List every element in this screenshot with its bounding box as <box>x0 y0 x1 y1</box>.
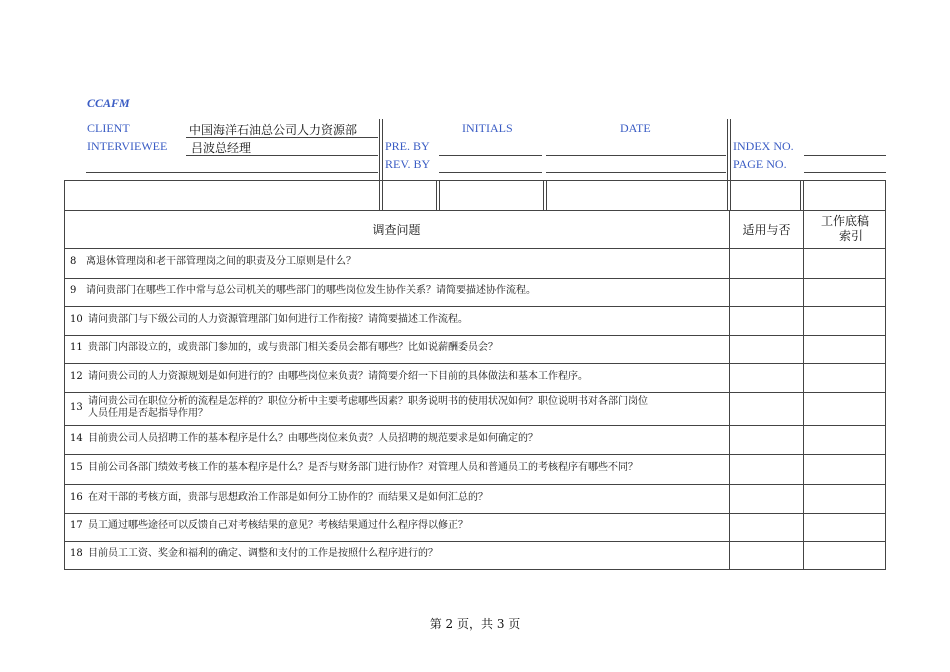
row-question-line: 离退休管理岗和老干部管理岗之间的职责及分工原则是什么？ <box>86 256 356 267</box>
row-question <box>88 548 438 560</box>
row-number: 10 <box>70 313 83 325</box>
row-number: 17 <box>70 520 83 531</box>
index-no-line <box>804 155 886 156</box>
header-divider-1b <box>382 119 383 180</box>
row-number: 16 <box>70 491 83 503</box>
row-question-line: 目前员工工资、奖金和福利的确定、调整和支付的工作是按照什么程序进行的？ <box>88 548 438 559</box>
col-header-question: 调查问题 <box>372 223 421 237</box>
row-question <box>86 256 356 268</box>
row-question-line: 请问贵部门与下级公司的人力资源管理部门如何进行工作衔接？请简要描述工作流程。 <box>88 313 468 325</box>
col-header-index <box>804 214 886 244</box>
table-row <box>64 335 886 363</box>
row-question <box>88 342 498 354</box>
col-header-index-line2: 索引 <box>838 229 863 243</box>
logo: CCAFM <box>87 96 130 110</box>
blank-row-divider <box>800 180 801 210</box>
table-row <box>64 392 886 425</box>
interviewee-label: INTERVIEWEE <box>87 139 168 153</box>
row-question <box>88 492 488 504</box>
row-question-line: 贵部门内部设立的，或贵部门参加的，或与贵部门相关委员会都有哪些？比如说薪酬委员会？ <box>88 342 498 353</box>
row-number: 11 <box>70 342 83 353</box>
page-no-label: PAGE NO. <box>733 157 787 171</box>
page-footer: 第 2 页，共 3 页 <box>429 617 521 631</box>
row-question <box>88 520 468 532</box>
row-question <box>86 285 536 297</box>
row-question-line: 员工通过哪些途径可以反馈自己对考核结果的意见？考核结果通过什么程序得以修正？ <box>88 520 468 531</box>
blank-row-divider <box>543 180 544 210</box>
row-number: 8 <box>70 256 77 267</box>
pre-by-date-line <box>546 155 726 156</box>
initials-label: INITIALS <box>462 121 513 135</box>
header-divider-1a <box>379 119 380 180</box>
row-question <box>88 462 638 474</box>
table-row <box>64 248 886 278</box>
blank-row-divider <box>730 180 731 210</box>
header-divider-2b <box>730 119 731 180</box>
table-row <box>64 278 886 306</box>
rev-by-initials-line <box>439 172 542 173</box>
table-row <box>64 363 886 392</box>
col-header-applicable: 适用与否 <box>742 223 791 237</box>
table-row <box>64 541 886 569</box>
row-number: 14 <box>70 432 83 444</box>
client-label: CLIENT <box>87 121 130 135</box>
rev-by-date-line <box>546 172 726 173</box>
row-question <box>88 396 648 420</box>
row-number: 18 <box>70 548 83 559</box>
table-row <box>64 425 886 454</box>
row-question <box>88 433 538 445</box>
client-value: 中国海洋石油总公司人力资源部 <box>189 123 358 137</box>
blank-row-divider <box>803 180 804 210</box>
blank-row-divider <box>436 180 437 210</box>
row-question-line: 目前贵公司人员招聘工作的基本程序是什么？由哪些岗位来负责？人员招聘的规范要求是如何确定的？ <box>88 432 538 444</box>
table-row <box>64 513 886 541</box>
blank-row-divider <box>546 180 547 210</box>
question-table <box>64 180 886 570</box>
blank-row-bottom <box>64 210 886 211</box>
date-label: DATE <box>620 121 651 135</box>
table-row <box>64 306 886 335</box>
blank-row-divider <box>439 180 440 210</box>
row-number: 9 <box>70 285 77 296</box>
row-number: 15 <box>70 462 83 473</box>
blank-row-divider <box>382 180 383 210</box>
interviewee-value: 吕波总经理 <box>191 141 252 155</box>
header-bottom-line-left <box>86 172 378 173</box>
row-question-line: 请问贵部门在哪些工作中常与总公司机关的哪些部门的哪些岗位发生协作关系？请简要描述协作流程。 <box>86 285 536 296</box>
row-question-line: 人员任用是否起指导作用？ <box>88 407 208 419</box>
page-no-line <box>804 172 886 173</box>
row-question <box>88 314 468 326</box>
rev-by-label: REV. BY <box>385 157 431 171</box>
interviewee-underline <box>186 155 378 156</box>
pre-by-initials-line <box>439 155 542 156</box>
row-question-line: 请问贵公司的人力资源规划是如何进行的？由哪些岗位来负责？请简要介绍一下目前的具体做法和基本工作程序。 <box>88 370 588 382</box>
row-divider <box>64 569 886 570</box>
row-question-line: 目前公司各部门绩效考核工作的基本程序是什么？是否与财务部门进行协作？对管理人员和普通员工的考核程序有哪些不同？ <box>88 462 638 473</box>
row-question <box>88 371 588 383</box>
table-row <box>64 484 886 513</box>
row-number: 13 <box>70 401 83 413</box>
row-question-line: 在对干部的考核方面，贵部与思想政治工作部是如何分工协作的？而结果又是如何汇总的？ <box>88 491 488 503</box>
table-top-border <box>64 180 886 181</box>
blank-row-divider <box>379 180 380 210</box>
table-row <box>64 454 886 484</box>
header-divider-2a <box>727 119 728 180</box>
client-underline <box>186 137 378 138</box>
blank-row-divider <box>727 180 728 210</box>
pre-by-label: PRE. BY <box>385 139 430 153</box>
index-no-label: INDEX NO. <box>733 139 794 153</box>
row-question-line: 请问贵公司在职位分析的流程是怎样的？职位分析中主要考虑哪些因素？职务说明书的使用状况如何？职位说明书对各部门岗位 <box>88 395 648 407</box>
row-number: 12 <box>70 370 83 382</box>
col-header-index-line1: 工作底稿 <box>820 214 869 228</box>
